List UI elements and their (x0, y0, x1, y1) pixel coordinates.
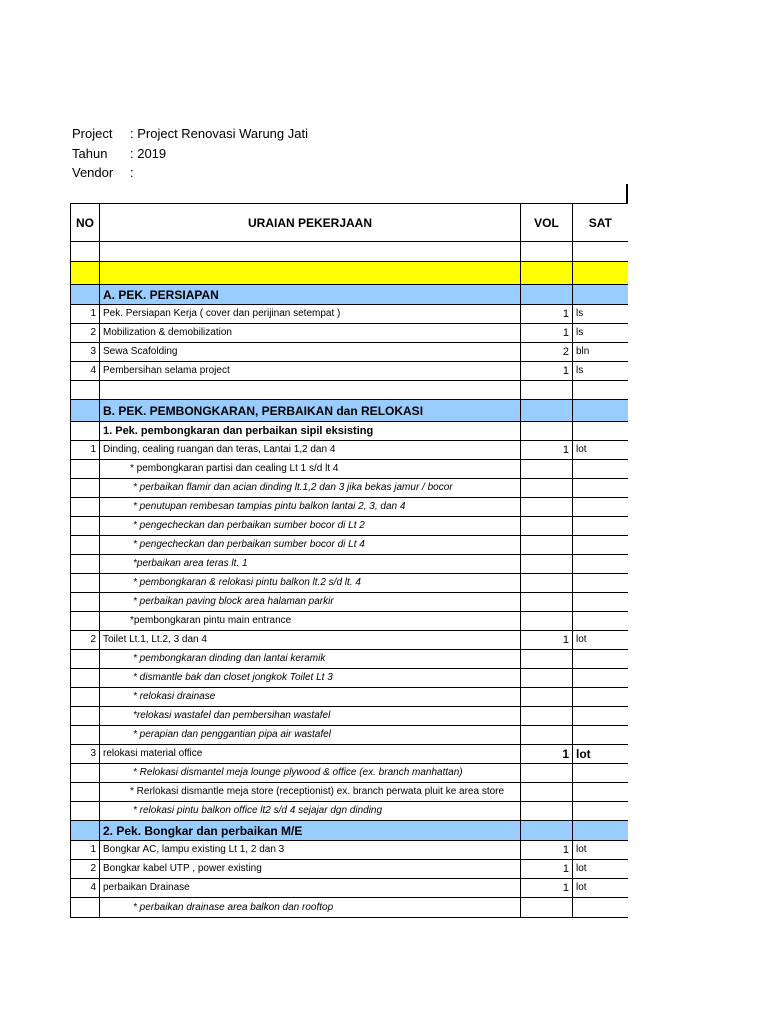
cell-volume (521, 802, 573, 821)
cell-unit (573, 650, 628, 669)
cell-unit (573, 422, 628, 441)
cell-volume: 1 (521, 305, 573, 324)
table-row (71, 821, 628, 841)
cell-unit (573, 479, 628, 498)
table-row (71, 262, 628, 285)
cell-unit (573, 574, 628, 593)
cell-unit (573, 400, 628, 422)
cell-unit (573, 783, 628, 802)
vendor-value: : (130, 165, 134, 180)
cell-volume (521, 764, 573, 783)
table-row (71, 441, 628, 460)
cell-no (71, 707, 100, 726)
table-row (71, 802, 628, 821)
table-row (71, 688, 628, 707)
cell-no (71, 764, 100, 783)
cell-unit (573, 764, 628, 783)
cell-description: * relokasi drainase (100, 688, 521, 707)
cell-unit (573, 381, 628, 400)
cell-unit (573, 242, 628, 262)
table-row (71, 612, 628, 631)
table-row (71, 574, 628, 593)
table-row (71, 841, 628, 860)
cell-no (71, 821, 100, 841)
cell-unit: lot (573, 879, 628, 898)
table-row (71, 745, 628, 764)
cell-description: *perbaikan area teras lt. 1 (100, 555, 521, 574)
cell-description: Pek. Persiapan Kerja ( cover dan perijinan setempat ) (100, 305, 521, 324)
cell-description: perbaikan Drainase (100, 879, 521, 898)
cell-volume (521, 650, 573, 669)
cell-description: * pengecheckan dan perbaikan sumber bocor di Lt 4 (100, 536, 521, 555)
cell-description: * perbaikan paving block area halaman parkir (100, 593, 521, 612)
cell-volume (521, 555, 573, 574)
cell-volume (521, 821, 573, 841)
cell-volume (521, 536, 573, 555)
cell-description: * dismantle bak dan closet jongkok Toilet Lt 3 (100, 669, 521, 688)
cell-description: Pembersihan selama project (100, 362, 521, 381)
cell-volume: 1 (521, 631, 573, 650)
cell-unit (573, 669, 628, 688)
cell-unit: lot (573, 841, 628, 860)
table-row (71, 726, 628, 745)
cell-description (100, 381, 521, 400)
cell-volume: 1 (521, 879, 573, 898)
cell-unit (573, 612, 628, 631)
cell-no (71, 242, 100, 262)
cell-unit (573, 707, 628, 726)
project-label: Project (72, 126, 113, 141)
cell-description: Bongkar kabel UTP , power existing (100, 860, 521, 879)
cell-no (71, 381, 100, 400)
cell-unit: ls (573, 305, 628, 324)
cell-description: * pengecheckan dan perbaikan sumber bocor di Lt 2 (100, 517, 521, 536)
cell-no (71, 555, 100, 574)
cell-volume (521, 783, 573, 802)
table-row (71, 242, 628, 262)
cell-no (71, 400, 100, 422)
cell-description (100, 242, 521, 262)
cell-volume: 1 (521, 441, 573, 460)
cell-unit (573, 688, 628, 707)
cell-unit: lot (573, 631, 628, 650)
cell-volume: 2 (521, 343, 573, 362)
cell-no: 3 (71, 343, 100, 362)
table-row (71, 631, 628, 650)
cell-no (71, 688, 100, 707)
cell-unit (573, 593, 628, 612)
cell-description: * relokasi pintu balkon office lt2 s/d 4 sejajar dgn dinding (100, 802, 521, 821)
cell-unit: bln (573, 343, 628, 362)
cell-no (71, 262, 100, 285)
cell-volume (521, 593, 573, 612)
cell-description: * penutupan rembesan tampias pintu balkon lantai 2, 3, dan 4 (100, 498, 521, 517)
year-value: : 2019 (130, 146, 167, 161)
cell-unit: ls (573, 324, 628, 343)
cell-no (71, 802, 100, 821)
table-row (71, 707, 628, 726)
cell-unit (573, 726, 628, 745)
table-row (71, 536, 628, 555)
cell-description: * perapian dan penggantian pipa air wastafel (100, 726, 521, 745)
cell-description: 1. Pek. pembongkaran dan perbaikan sipil eksisting (100, 422, 521, 441)
cell-unit (573, 536, 628, 555)
cell-no (71, 517, 100, 536)
cell-description: * Relokasi dismantel meja lounge plywood & office (ex. branch manhattan) (100, 764, 521, 783)
cell-unit (573, 802, 628, 821)
cell-volume: 1 (521, 362, 573, 381)
year-label: Tahun (72, 146, 108, 161)
table-body (71, 242, 628, 918)
cell-volume (521, 688, 573, 707)
cell-volume (521, 498, 573, 517)
table-row (71, 285, 628, 305)
cell-no (71, 593, 100, 612)
cell-no (71, 898, 100, 918)
cell-no (71, 574, 100, 593)
cell-volume (521, 400, 573, 422)
column-edge-mark (626, 184, 628, 203)
cell-unit (573, 898, 628, 918)
cell-no: 3 (71, 745, 100, 764)
cell-description: * pembongkaran & relokasi pintu balkon lt.2 s/d lt. 4 (100, 574, 521, 593)
cell-no (71, 498, 100, 517)
cell-volume (521, 612, 573, 631)
cell-description: relokasi material office (100, 745, 521, 764)
table-row (71, 555, 628, 574)
cell-unit (573, 498, 628, 517)
cell-unit (573, 555, 628, 574)
cell-no: 1 (71, 305, 100, 324)
cell-no (71, 479, 100, 498)
cell-description: *pembongkaran pintu main entrance (100, 612, 521, 631)
cell-volume (521, 898, 573, 918)
cell-volume (521, 517, 573, 536)
cell-volume (521, 479, 573, 498)
cell-volume: 1 (521, 841, 573, 860)
cell-description: * pembongkaran dinding dan lantai keramik (100, 650, 521, 669)
table-row (71, 517, 628, 536)
cell-unit (573, 517, 628, 536)
cell-description: Dinding, cealing ruangan dan teras, Lantai 1,2 dan 4 (100, 441, 521, 460)
cell-volume (521, 726, 573, 745)
cell-volume: 1 (521, 745, 573, 764)
cell-volume: 1 (521, 860, 573, 879)
cell-no (71, 536, 100, 555)
cell-no: 2 (71, 860, 100, 879)
cell-unit (573, 821, 628, 841)
cell-unit: lot (573, 745, 628, 764)
table-row (71, 669, 628, 688)
cell-no: 4 (71, 879, 100, 898)
cell-volume (521, 262, 573, 285)
project-value: : Project Renovasi Warung Jati (130, 126, 308, 141)
cell-no: 1 (71, 841, 100, 860)
table-row (71, 324, 628, 343)
cell-description: 2. Pek. Bongkar dan perbaikan M/E (100, 821, 521, 841)
cell-volume (521, 669, 573, 688)
cell-volume (521, 460, 573, 479)
table-row (71, 783, 628, 802)
cell-no (71, 422, 100, 441)
column-header-volume: VOL (521, 204, 573, 242)
table-row (71, 898, 628, 918)
cell-unit: lot (573, 441, 628, 460)
table-row (71, 381, 628, 400)
table-row (71, 400, 628, 422)
cell-volume (521, 707, 573, 726)
cell-no: 2 (71, 631, 100, 650)
column-header-no: NO (71, 204, 100, 242)
cell-description: Mobilization & demobilization (100, 324, 521, 343)
cell-volume: 1 (521, 324, 573, 343)
cell-volume (521, 574, 573, 593)
vendor-label: Vendor (72, 165, 114, 180)
table-row (71, 460, 628, 479)
table-row (71, 479, 628, 498)
cell-no (71, 285, 100, 305)
cell-no (71, 783, 100, 802)
table-row (71, 593, 628, 612)
cell-description: B. PEK. PEMBONGKARAN, PERBAIKAN dan RELOKASI (100, 400, 521, 422)
table-row (71, 879, 628, 898)
cell-volume (521, 381, 573, 400)
cell-no: 4 (71, 362, 100, 381)
cell-volume (521, 422, 573, 441)
table-row (71, 650, 628, 669)
cell-no: 2 (71, 324, 100, 343)
column-header-unit: SAT (573, 204, 628, 242)
cell-description: Toilet Lt.1, Lt.2, 3 dan 4 (100, 631, 521, 650)
cell-no (71, 612, 100, 631)
cell-description: * pembongkaran partisi dan cealing Lt 1 s/d lt 4 (100, 460, 521, 479)
table-row (71, 343, 628, 362)
cell-unit (573, 262, 628, 285)
cell-description: Sewa Scafolding (100, 343, 521, 362)
cell-description: * perbaikan drainase area balkon dan rooftop (100, 898, 521, 918)
table-row (71, 362, 628, 381)
table-row (71, 764, 628, 783)
cell-no (71, 650, 100, 669)
cell-no (71, 726, 100, 745)
table-row (71, 498, 628, 517)
cell-description: * perbaikan flamir dan acian dinding lt.1,2 dan 3 jika bekas jamur / bocor (100, 479, 521, 498)
cell-unit: ls (573, 362, 628, 381)
cell-description: *relokasi wastafel dan pembersihan wastafel (100, 707, 521, 726)
cell-volume (521, 285, 573, 305)
cell-unit (573, 460, 628, 479)
column-header-description: URAIAN PEKERJAAN (100, 204, 521, 242)
cell-description (100, 262, 521, 285)
cell-volume (521, 242, 573, 262)
table-header-row (71, 204, 628, 242)
cell-no (71, 669, 100, 688)
table-row (71, 860, 628, 879)
cell-description: A. PEK. PERSIAPAN (100, 285, 521, 305)
cell-no (71, 460, 100, 479)
cell-description: * Rerlokasi dismantle meja store (receptionist) ex. branch perwata pluit ke area store (100, 783, 521, 802)
table-row (71, 305, 628, 324)
table-row (71, 422, 628, 441)
cell-description: Bongkar AC, lampu existing Lt 1, 2 dan 3 (100, 841, 521, 860)
cell-no: 1 (71, 441, 100, 460)
work-items-table (70, 203, 628, 918)
cell-unit: lot (573, 860, 628, 879)
cell-unit (573, 285, 628, 305)
